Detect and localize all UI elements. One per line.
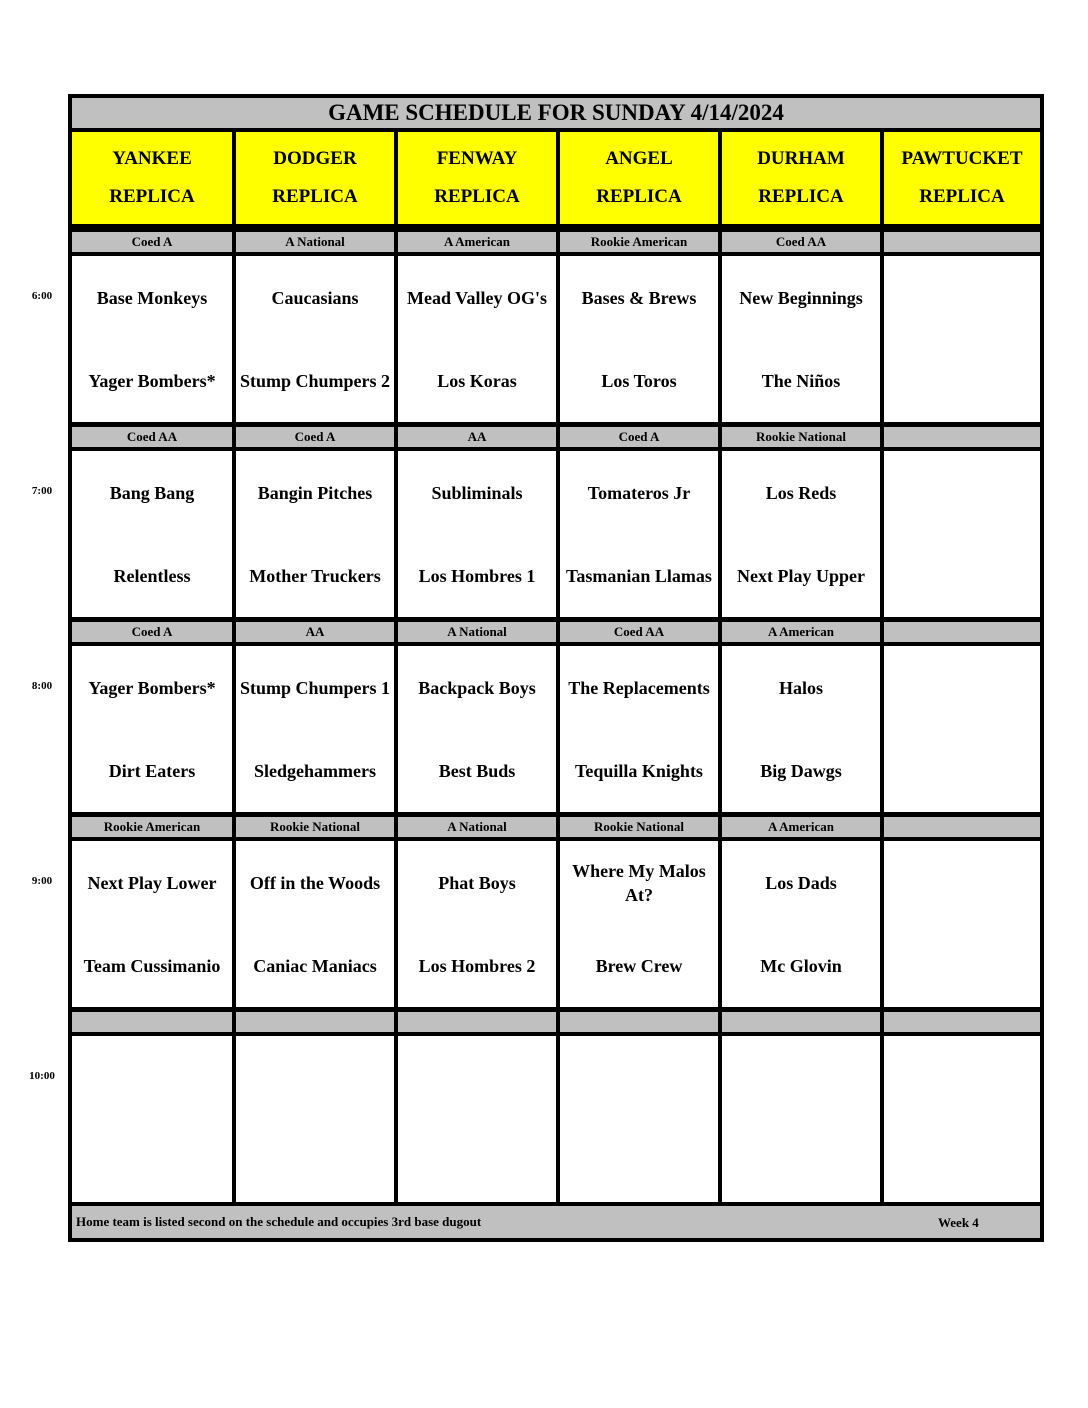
division-label: A American [398,232,556,252]
game-cell [884,1036,1040,1202]
field-name: DURHAM [757,148,845,169]
home-team [884,534,1040,617]
home-team [398,729,556,812]
team-name: Relentless [113,565,191,586]
visiting-team [884,841,1040,924]
visiting-team [398,256,556,339]
team-name: Best Buds [438,760,516,781]
division-label: AA [236,622,394,642]
field-header [236,132,394,224]
home-team [72,534,232,617]
team-name: The Replacements [568,677,710,698]
team-name: Dirt Eaters [108,760,196,781]
team-name: Los Hombres 2 [418,955,536,976]
visiting-team [722,841,880,924]
home-team [72,1119,232,1202]
visiting-team [236,646,394,729]
home-team [884,729,1040,812]
visiting-team [722,451,880,534]
team-name: Tasmanian Llamas [566,565,712,586]
visiting-team [398,451,556,534]
team-name: Los Reds [765,482,837,503]
home-team [722,339,880,422]
team-name: Mc Glovin [760,955,842,976]
division-label: A American [722,622,880,642]
home-team [560,339,718,422]
team-name: Halos [778,677,823,698]
division-label: A National [236,232,394,252]
home-team [398,534,556,617]
team-name: Mother Truckers [249,565,381,586]
visiting-team [560,841,718,924]
visiting-team [722,256,880,339]
game-cell [398,841,556,1007]
game-cell [72,1036,232,1202]
division-label: Coed A [72,232,232,252]
field-header [884,132,1040,224]
division-label [722,1012,880,1032]
home-team [72,339,232,422]
game-cell [236,1036,394,1202]
visiting-team [722,646,880,729]
field-subtitle: REPLICA [272,186,358,207]
game-cell [560,646,718,812]
game-cell [236,646,394,812]
game-cell [398,646,556,812]
game-cell [398,256,556,422]
team-name: Tomateros Jr [587,482,691,503]
team-name: Next Play Lower [87,872,217,893]
game-cell [398,451,556,617]
team-name: Los Toros [601,370,677,391]
division-label [398,1012,556,1032]
division-label [884,622,1040,642]
game-cell [560,841,718,1007]
visiting-team [722,1036,880,1119]
visiting-team [72,256,232,339]
home-team [398,924,556,1007]
visiting-team [884,1036,1040,1119]
home-team [722,729,880,812]
division-label: AA [398,427,556,447]
field-subtitle: REPLICA [109,186,195,207]
game-cell [884,646,1040,812]
team-name: Bang Bang [109,482,195,503]
division-label [236,1012,394,1032]
division-label: Rookie American [72,817,232,837]
home-team [398,339,556,422]
visiting-team [560,1036,718,1119]
team-name: Mead Valley OG's [406,287,547,308]
team-name: Los Koras [437,370,517,391]
game-cell [236,841,394,1007]
field-name: PAWTUCKET [901,148,1023,169]
home-team [722,924,880,1007]
team-name: Base Monkeys [96,287,208,308]
team-name: Yager Bombers* [88,677,216,698]
game-cell [722,646,880,812]
division-label [884,232,1040,252]
schedule-table [68,94,1044,1242]
time-label: 10:00 [29,1070,55,1082]
game-cell [884,451,1040,617]
field-name: YANKEE [112,148,192,169]
division-label: Coed AA [722,232,880,252]
visiting-team [398,841,556,924]
home-team [560,1119,718,1202]
home-team [884,339,1040,422]
field-name: ANGEL [605,148,673,169]
visiting-team [236,256,394,339]
field-subtitle: REPLICA [758,186,844,207]
week-label: Week 4 [938,1215,979,1230]
home-team [398,1119,556,1202]
team-name: Los Dads [765,872,837,893]
division-label: Coed A [72,622,232,642]
time-label: 6:00 [31,290,53,302]
division-label: A National [398,817,556,837]
team-name: The Niños [761,370,841,391]
home-team [72,924,232,1007]
team-name: Bangin Pitches [257,482,373,503]
home-team [236,924,394,1007]
game-cell [398,1036,556,1202]
time-label: 7:00 [31,485,53,497]
visiting-team [398,1036,556,1119]
game-cell [722,256,880,422]
team-name: Subliminals [431,482,523,503]
division-label: A American [722,817,880,837]
time-label: 8:00 [31,680,53,692]
team-name: Phat Boys [438,872,516,893]
team-name: Stump Chumpers 1 [239,677,391,698]
game-cell [72,256,232,422]
division-label [884,427,1040,447]
home-team [236,534,394,617]
game-cell [236,451,394,617]
game-cell [560,451,718,617]
home-team [884,924,1040,1007]
visiting-team [236,1036,394,1119]
team-name: Team Cussimanio [83,955,221,976]
visiting-team [884,256,1040,339]
team-name: New Beginnings [739,287,863,308]
team-name: Caucasians [271,287,359,308]
team-name: Yager Bombers* [88,370,216,391]
division-label: A National [398,622,556,642]
team-name: Brew Crew [595,955,683,976]
game-cell [722,841,880,1007]
visiting-team [884,646,1040,729]
team-name: Bases & Brews [581,287,697,308]
division-label [560,1012,718,1032]
home-team [560,924,718,1007]
field-subtitle: REPLICA [919,186,1005,207]
division-label: Rookie American [560,232,718,252]
visiting-team [398,646,556,729]
game-cell [72,646,232,812]
team-name: Next Play Upper [737,565,865,586]
division-label [884,817,1040,837]
game-cell [722,1036,880,1202]
division-label: Coed A [560,427,718,447]
field-header [398,132,556,224]
visiting-team [236,841,394,924]
division-label: Rookie National [722,427,880,447]
visiting-team [560,646,718,729]
visiting-team [560,256,718,339]
visiting-team [72,841,232,924]
division-label: Coed AA [72,427,232,447]
game-cell [722,451,880,617]
game-cell [884,256,1040,422]
time-label: 9:00 [31,875,53,887]
team-name: Stump Chumpers 2 [239,370,391,391]
game-cell [72,451,232,617]
team-name: Sledgehammers [254,760,376,781]
division-label: Rookie National [560,817,718,837]
home-team [236,729,394,812]
team-name: Where My Malos At? [572,860,706,905]
home-team [72,729,232,812]
home-team [560,729,718,812]
visiting-team [72,646,232,729]
division-label [72,1012,232,1032]
division-label: Coed AA [560,622,718,642]
footer-note: Home team is listed second on the schedule and occupies 3rd base dugout [72,1206,1040,1238]
field-name: FENWAY [436,148,518,169]
team-name: Los Hombres 1 [418,565,536,586]
field-subtitle: REPLICA [434,186,520,207]
team-name: Big Dawgs [760,760,842,781]
game-cell [72,841,232,1007]
division-label [884,1012,1040,1032]
team-name: Caniac Maniacs [253,955,377,976]
team-name: Tequilla Knights [575,760,703,781]
home-team [884,1119,1040,1202]
visiting-team [236,451,394,534]
team-name: Off in the Woods [249,872,381,893]
game-cell [560,1036,718,1202]
visiting-team [72,451,232,534]
visiting-team [72,1036,232,1119]
division-label: Coed A [236,427,394,447]
field-header [722,132,880,224]
field-subtitle: REPLICA [596,186,682,207]
team-name: Backpack Boys [418,677,536,698]
visiting-team [560,451,718,534]
field-header [560,132,718,224]
division-label: Rookie National [236,817,394,837]
home-team [236,1119,394,1202]
home-team [722,534,880,617]
schedule-title: GAME SCHEDULE FOR SUNDAY 4/14/2024 [72,98,1040,128]
game-cell [236,256,394,422]
field-header [72,132,232,224]
game-cell [560,256,718,422]
home-team [560,534,718,617]
game-cell [884,841,1040,1007]
field-name: DODGER [273,148,357,169]
home-team [236,339,394,422]
home-team [722,1119,880,1202]
visiting-team [884,451,1040,534]
